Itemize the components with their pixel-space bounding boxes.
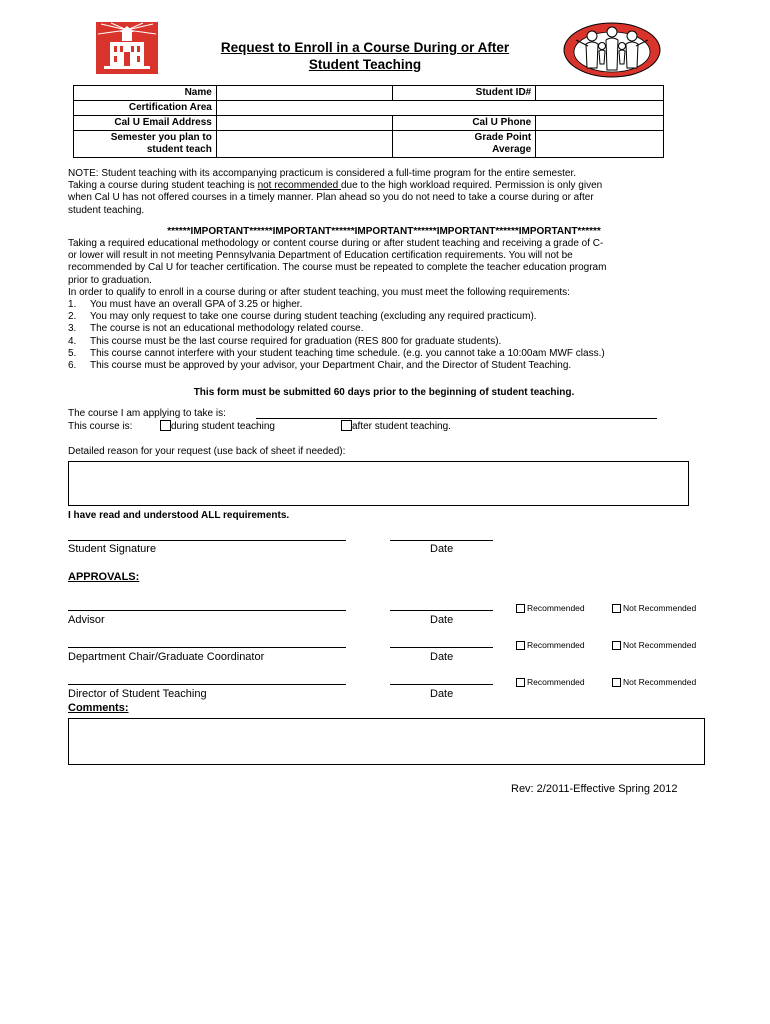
student-id-label: Student ID# — [393, 86, 536, 101]
read-acknowledgement: I have read and understood ALL requirements. — [68, 510, 290, 521]
gpa-label-line2: Average — [492, 144, 532, 155]
after-label: after student teaching. — [352, 421, 451, 432]
important-line: or lower will result in not meeting Pennsylvania Department of Education certification requirements. You will not be — [68, 250, 573, 262]
note-line2 — [68, 180, 708, 192]
approvals-heading: APPROVALS: — [68, 571, 140, 583]
important-line: Taking a required educational methodology or content course during or after student teaching and receiving a grade of C- — [68, 238, 604, 249]
chair-label: Department Chair/Graduate Coordinator — [68, 651, 265, 663]
gpa-label — [393, 131, 536, 158]
not-recommended-label: Not Recommended — [623, 640, 697, 650]
advisor-signature-line[interactable] — [68, 610, 346, 611]
important-line: In order to qualify to enroll in a course during or after student teaching, you must meet the following requirements: — [68, 286, 570, 298]
semester-label — [74, 131, 217, 158]
student-signature-label: Student Signature — [68, 543, 157, 555]
during-label: during student teaching — [171, 421, 275, 432]
requirement-text: You must have an overall GPA of 3.25 or higher. — [90, 299, 303, 310]
requirement-item — [68, 336, 708, 348]
requirement-number: 4. — [68, 335, 77, 347]
chair-not-recommended-option[interactable] — [612, 640, 696, 650]
after-option[interactable] — [341, 420, 451, 433]
certification-area-label: Certification Area — [74, 101, 217, 116]
advisor-label: Advisor — [68, 614, 105, 626]
advisor-recommended-checkbox[interactable] — [516, 604, 525, 613]
comments-textarea[interactable] — [68, 718, 705, 765]
director-not-recommended-checkbox[interactable] — [612, 678, 621, 687]
university-building-logo — [96, 22, 158, 74]
requirement-number: 5. — [68, 347, 77, 359]
chair-recommended-option[interactable] — [516, 640, 585, 650]
requirement-text: The course is not an educational methodology related course. — [90, 323, 364, 335]
student-signature-line[interactable] — [68, 540, 346, 541]
note-line2-b: due to the high workload required. Permission is only given — [340, 180, 603, 192]
chair-not-recommended-checkbox[interactable] — [612, 641, 621, 650]
note-line4: student teaching. — [68, 204, 145, 216]
reason-label: Detailed reason for your request (use back of sheet if needed): — [68, 446, 346, 457]
requirement-number: 3. — [68, 323, 77, 335]
student-id-field[interactable] — [536, 86, 664, 101]
name-label: Name — [74, 86, 217, 101]
note-line1: NOTE: Student teaching with its accompanying practicum is considered a full-time program for the entire semester. — [68, 168, 577, 179]
requirement-item — [68, 311, 708, 323]
chair-signature-line[interactable] — [68, 647, 346, 648]
requirement-number: 1. — [68, 299, 77, 310]
important-paragraph — [68, 238, 708, 299]
requirement-item — [68, 348, 708, 360]
course-is-label: This course is: — [68, 421, 133, 432]
email-label: Cal U Email Address — [74, 116, 217, 131]
advisor-not-recommended-option[interactable] — [612, 603, 696, 613]
certification-area-field[interactable] — [216, 101, 663, 116]
requirements-list — [68, 299, 708, 372]
phone-label: Cal U Phone — [393, 116, 536, 131]
requirement-text: This course cannot interfere with your student teaching time schedule. (e.g. you cannot take a 10:00am MWF class.) — [90, 347, 605, 359]
director-label: Director of Student Teaching — [68, 688, 207, 700]
course-name-field[interactable] — [256, 418, 657, 419]
chair-date-line[interactable] — [390, 647, 493, 648]
recommended-label: Recommended — [527, 603, 585, 613]
director-date-label: Date — [430, 688, 454, 700]
recommended-label: Recommended — [527, 677, 585, 687]
course-applying-label: The course I am applying to take is: — [68, 408, 226, 419]
name-field[interactable] — [216, 86, 393, 101]
director-not-recommended-option[interactable] — [612, 677, 696, 687]
reason-textarea[interactable] — [68, 461, 689, 506]
chair-date-label: Date — [430, 651, 454, 663]
requirement-item — [68, 323, 708, 335]
gpa-field[interactable] — [536, 131, 664, 158]
semester-label-line1: Semester you plan to — [110, 132, 212, 143]
important-banner: ******IMPORTANT******IMPORTANT******IMPORTANT******IMPORTANT******IMPORTANT****** — [167, 226, 601, 237]
recommended-label: Recommended — [527, 640, 585, 650]
submit-notice: This form must be submitted 60 days prior to the beginning of student teaching. — [193, 387, 575, 398]
student-date-label: Date — [430, 543, 454, 555]
not-recommended-label: Not Recommended — [623, 677, 697, 687]
advisor-date-line[interactable] — [390, 610, 493, 611]
requirement-number: 2. — [68, 311, 77, 323]
form-title-line1: Request to Enroll in a Course During or After — [220, 40, 510, 55]
revision-note: Rev: 2/2011-Effective Spring 2012 — [511, 783, 678, 795]
after-checkbox[interactable] — [341, 420, 352, 431]
form-title-line2: Student Teaching — [308, 57, 422, 72]
not-recommended-text: not recommended — [257, 180, 341, 192]
important-line: recommended by Cal U for teacher certification. The course must be repeated to complete the teacher education program — [68, 262, 607, 274]
advisor-recommended-option[interactable] — [516, 603, 585, 613]
advisor-not-recommended-checkbox[interactable] — [612, 604, 621, 613]
requirement-text: This course must be the last course required for graduation (RES 800 for graduate students). — [90, 335, 502, 347]
chair-recommended-checkbox[interactable] — [516, 641, 525, 650]
note-paragraph — [68, 168, 708, 217]
requirement-text: You may only request to take one course during student teaching (excluding any required practicum). — [90, 311, 537, 323]
note-line3: when Cal U has not offered courses in a timely manner. Plan ahead so you do not need to take a course during or after — [68, 192, 594, 204]
comments-label: Comments: — [68, 702, 129, 714]
note-line2-a: Taking a course during student teaching is — [68, 180, 258, 192]
not-recommended-label: Not Recommended — [623, 603, 697, 613]
requirement-text: This course must be approved by your advisor, your Department Chair, and the Director of Student Teaching. — [90, 360, 572, 372]
during-option[interactable] — [160, 420, 275, 433]
semester-field[interactable] — [216, 131, 393, 158]
important-line: prior to graduation. — [68, 274, 152, 286]
semester-label-line2: student teach — [146, 144, 212, 155]
director-signature-line[interactable] — [68, 684, 346, 685]
student-info-table — [73, 85, 664, 158]
student-date-line[interactable] — [390, 540, 493, 541]
phone-field[interactable] — [536, 116, 664, 131]
director-recommended-checkbox[interactable] — [516, 678, 525, 687]
advisor-date-label: Date — [430, 614, 454, 626]
requirement-number: 6. — [68, 360, 77, 372]
requirement-item — [68, 299, 708, 311]
gpa-label-line1: Grade Point — [474, 132, 532, 143]
during-checkbox[interactable] — [160, 420, 171, 431]
email-field[interactable] — [216, 116, 393, 131]
director-recommended-option[interactable] — [516, 677, 585, 687]
requirement-item — [68, 360, 708, 372]
director-date-line[interactable] — [390, 684, 493, 685]
family-figures-logo — [562, 20, 662, 80]
